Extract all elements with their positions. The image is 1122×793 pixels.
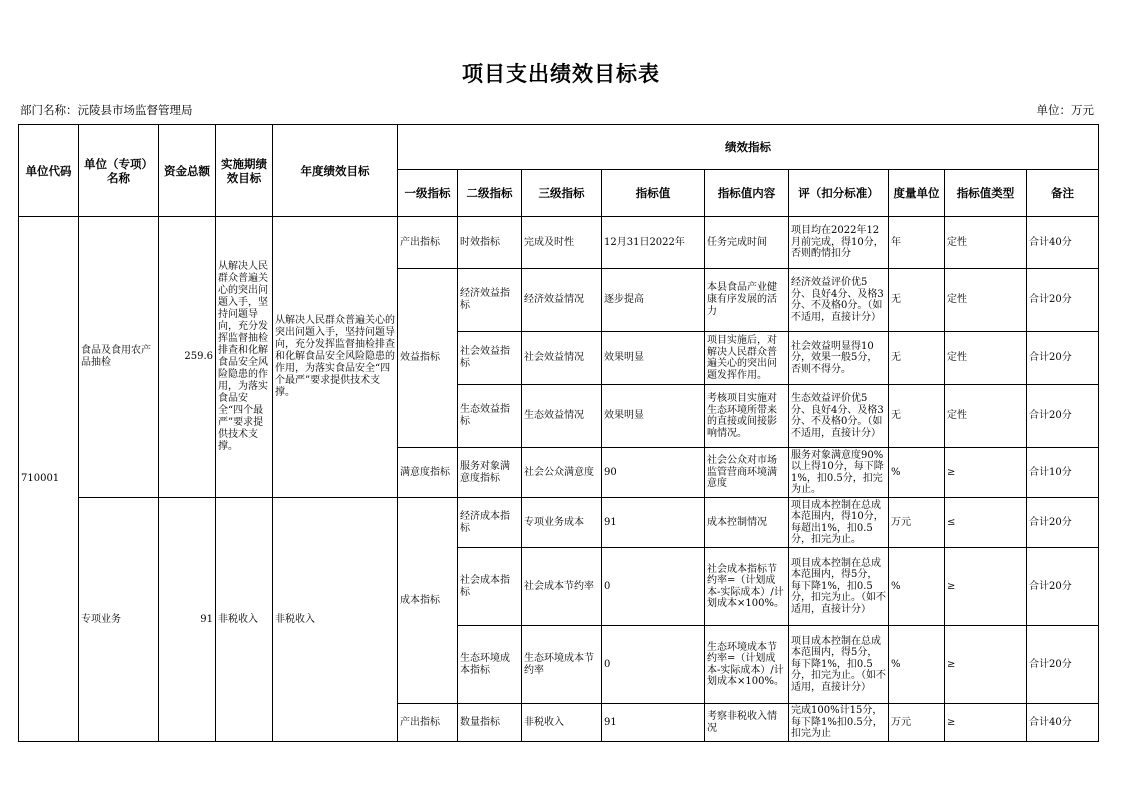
score-cell: 经济效益评价优5分、良好4分、及格3分、不及格0分。（如不适用，直接计分）	[789, 269, 889, 332]
value-cell: 12月31日2022年	[602, 217, 705, 269]
level3-cell: 社会公众满意度	[522, 448, 602, 498]
level2-cell: 服务对象满意度指标	[458, 448, 522, 498]
level3-cell: 生态环境成本节约率	[522, 626, 602, 704]
header-level3: 三级指标	[522, 170, 602, 217]
department-name: 部门名称：沅陵县市场监督管理局	[20, 103, 193, 117]
note-cell: 合计20分	[1027, 498, 1099, 548]
header-total-funds: 资金总额	[159, 125, 216, 217]
content-cell: 社会公众对市场监管营商环境满意度	[705, 448, 789, 498]
project-period-goal-cell: 非税收入	[216, 498, 273, 742]
value-type-cell: 定性	[945, 385, 1027, 448]
level3-cell: 专项业务成本	[522, 498, 602, 548]
header-note: 备注	[1027, 170, 1099, 217]
score-cell: 生态效益评价优5分、良好4分、及格3分、不及格0分。（如不适用，直接计分）	[789, 385, 889, 448]
project-annual-goal-cell: 从解决人民群众普遍关心的突出问题入手，坚持问题导向，充分发挥监督抽检排查和化解食品安全风险隐患的作用，为落实食品安全“四个最严”要求提供技术支撑。	[273, 217, 398, 498]
level2-cell: 经济成本指标	[458, 498, 522, 548]
header-score: 评（扣分标准）	[789, 170, 889, 217]
level2-cell: 生态环境成本指标	[458, 626, 522, 704]
score-cell: 项目均在2022年12月前完成，得10分，否则酌情扣分	[789, 217, 889, 269]
value-type-cell: ≥	[945, 626, 1027, 704]
content-cell: 考察非税收入情况	[705, 704, 789, 742]
measure-cell: 无	[889, 385, 945, 448]
page-title: 项目支出绩效目标表	[462, 61, 660, 86]
measure-cell: 无	[889, 269, 945, 332]
value-type-cell: ≥	[945, 704, 1027, 742]
value-cell: 效果明显	[602, 332, 705, 385]
value-type-cell: 定性	[945, 332, 1027, 385]
content-cell: 任务完成时间	[705, 217, 789, 269]
level3-cell: 社会成本节约率	[522, 548, 602, 626]
performance-target-table	[18, 124, 1099, 742]
score-cell: 完成100%计15分，每下降1%扣0.5分，扣完为止	[789, 704, 889, 742]
project-name-cell: 食品及食用农产品抽检	[79, 217, 159, 498]
level3-cell: 完成及时性	[522, 217, 602, 269]
note-cell: 合计20分	[1027, 548, 1099, 626]
unit-code-cell: 710001	[19, 217, 79, 742]
measure-cell: %	[889, 626, 945, 704]
currency-unit: 单位：万元	[1036, 103, 1094, 117]
level1-cell: 效益指标	[398, 269, 458, 448]
measure-cell: %	[889, 548, 945, 626]
value-type-cell: 定性	[945, 269, 1027, 332]
level3-cell: 非税收入	[522, 704, 602, 742]
content-cell: 本县食品产业健康有序发展的活力	[705, 269, 789, 332]
level2-cell: 生态效益指标	[458, 385, 522, 448]
header-value: 指标值	[602, 170, 705, 217]
project-amount-cell: 259.6	[159, 217, 216, 498]
note-cell: 合计20分	[1027, 332, 1099, 385]
project-annual-goal-cell: 非税收入	[273, 498, 398, 742]
score-cell: 项目成本控制在总成本范围内，得5分，每下降1%，扣0.5分，扣完为止。（如不适用，直接计分）	[789, 548, 889, 626]
level1-cell: 成本指标	[398, 498, 458, 704]
content-cell: 项目实施后，对解决人民群众普遍关心的突出问题发挥作用。	[705, 332, 789, 385]
table-row	[19, 498, 1099, 548]
level2-cell: 数量指标	[458, 704, 522, 742]
measure-cell: 万元	[889, 498, 945, 548]
project-period-goal-cell: 从解决人民群众普遍关心的突出问题入手，坚持问题导向，充分发挥监督抽检排查和化解食品安全风险隐患的作用，为落实食品安全“四个最严”要求提供技术支撑。	[216, 217, 273, 498]
value-cell: 91	[602, 498, 705, 548]
value-cell: 0	[602, 548, 705, 626]
table-row	[19, 217, 1099, 269]
note-cell: 合计40分	[1027, 704, 1099, 742]
content-cell: 成本控制情况	[705, 498, 789, 548]
header-measure: 度量单位	[889, 170, 945, 217]
level2-cell: 社会成本指标	[458, 548, 522, 626]
content-cell: 社会成本指标节约率=（计划成本-实际成本）/计划成本×100%。	[705, 548, 789, 626]
project-name-cell: 专项业务	[79, 498, 159, 742]
value-type-cell: ≤	[945, 498, 1027, 548]
header-level2: 二级指标	[458, 170, 522, 217]
value-cell: 效果明显	[602, 385, 705, 448]
level1-cell: 产出指标	[398, 704, 458, 742]
value-cell: 90	[602, 448, 705, 498]
note-cell: 合计10分	[1027, 448, 1099, 498]
level1-cell: 产出指标	[398, 217, 458, 269]
level2-cell: 社会效益指标	[458, 332, 522, 385]
measure-cell: 万元	[889, 704, 945, 742]
content-cell: 生态环境成本节约率=（计划成本-实际成本）/计划成本×100%。	[705, 626, 789, 704]
header-period-goal: 实施期绩效目标	[216, 125, 273, 217]
score-cell: 社会效益明显得10分，效果一般5分，否则不得分。	[789, 332, 889, 385]
measure-cell: 无	[889, 332, 945, 385]
level2-cell: 经济效益指标	[458, 269, 522, 332]
value-type-cell: 定性	[945, 217, 1027, 269]
level3-cell: 社会效益情况	[522, 332, 602, 385]
value-cell: 0	[602, 626, 705, 704]
level3-cell: 经济效益情况	[522, 269, 602, 332]
header-annual-goal: 年度绩效目标	[273, 125, 398, 217]
content-cell: 考核项目实施对生态环境所带来的直接或间接影响情况。	[705, 385, 789, 448]
score-cell: 项目成本控制在总成本范围内，得5分，每下降1%，扣0.5分，扣完为止。（如不适用，直接计分）	[789, 626, 889, 704]
value-type-cell: ≥	[945, 548, 1027, 626]
project-amount-cell: 91	[159, 498, 216, 742]
header-unit-name: 单位（专项）名称	[79, 125, 159, 217]
header-level1: 一级指标	[398, 170, 458, 217]
value-type-cell: ≥	[945, 448, 1027, 498]
note-cell: 合计20分	[1027, 626, 1099, 704]
level1-cell: 满意度指标	[398, 448, 458, 498]
measure-cell: 年	[889, 217, 945, 269]
note-cell: 合计20分	[1027, 269, 1099, 332]
level3-cell: 生态效益情况	[522, 385, 602, 448]
header-unit-code: 单位代码	[19, 125, 79, 217]
header-value-type: 指标值类型	[945, 170, 1027, 217]
score-cell: 服务对象满意度90%以上得10分，每下降1%，扣0.5分，扣完为止。	[789, 448, 889, 498]
measure-cell: %	[889, 448, 945, 498]
header-content: 指标值内容	[705, 170, 789, 217]
header-performance-indicators: 绩效指标	[398, 125, 1099, 170]
score-cell: 项目成本控制在总成本范围内，得10分，每超出1%，扣0.5分，扣完为止。	[789, 498, 889, 548]
value-cell: 91	[602, 704, 705, 742]
note-cell: 合计40分	[1027, 217, 1099, 269]
level2-cell: 时效指标	[458, 217, 522, 269]
note-cell: 合计20分	[1027, 385, 1099, 448]
value-cell: 逐步提高	[602, 269, 705, 332]
